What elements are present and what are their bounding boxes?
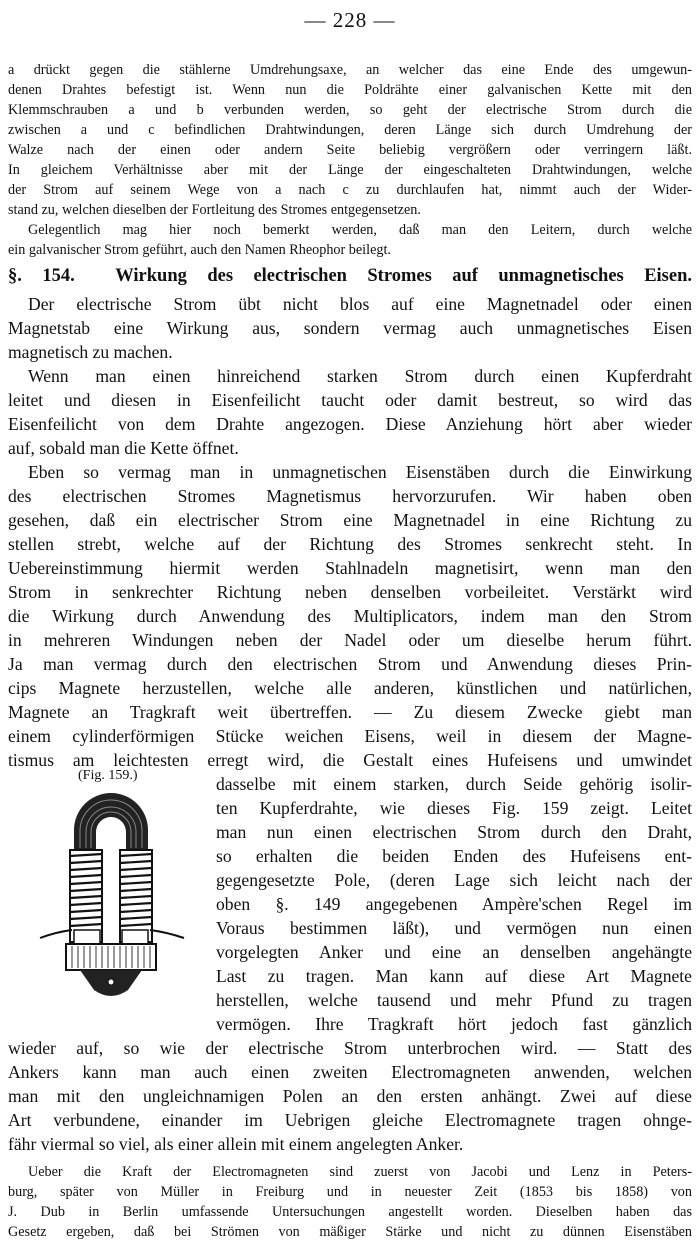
text-line: Gesetz ergeben, daß bei Strömen von mäßiger Stärke und nicht zu dünnen Eisenstäben [8,1224,692,1240]
text-line: Eisenfeilicht von dem Drahte angezogen. Diese Anziehung hört aber wieder [8,414,692,434]
text-line: man mit den ungleichnamigen Polen an den ersten anhängt. Zwei auf diese [8,1086,692,1106]
text-line: J. Dub in Berlin umfassende Untersuchungen angestellt worden. Dieselben haben das [8,1204,692,1220]
text-line: leitet und diesen in Eisenfeilicht taucht oder damit bestreut, so wird das [8,390,692,410]
text-line: Wenn man einen hinreichend starken Strom durch einen Kupferdraht [28,366,692,386]
text-line: oben §. 149 angegebenen Ampère'schen Regel im [216,894,692,914]
text-line: der Strom auf seinem Wege von a nach c zu durchlaufen hat, nimmt auch der Wider- [8,182,692,198]
text-line: Magnete an Tragkraft weit übertreffen. — Zu diesem Zwecke giebt man [8,702,692,722]
text-line: Ankers kann man auch einen zweiten Electromagneten anwenden, welchen [8,1062,692,1082]
text-line: wieder auf, so wie der electrische Strom unterbrochen wird. — Statt des [8,1038,692,1058]
text-line: Strom in senkrechter Richtung neben denselben vorbeileitet. Verstärkt wird [8,582,692,602]
text-line: die Wirkung durch Anwendung des Multiplicators, indem man den Strom [8,606,692,626]
text-line: ten Kupferdrahte, wie dieses Fig. 159 zeigt. Leitet [216,798,692,818]
text-line: ein galvanischer Strom geführt, auch den Namen Rheophor beilegt. [8,242,391,258]
text-line: stand zu, welchen dieselben der Fortleitung des Stromes entgegensetzen. [8,202,421,218]
text-line: vermögen. Ihre Tragkraft hört jedoch fast gänzlich [216,1014,692,1034]
text-line: Eben so vermag man in unmagnetischen Eisenstäben durch die Einwirkung [28,462,692,482]
text-line: cips Magnete herzustellen, welche alle anderen, künstlichen und natürlichen, [8,678,692,698]
section-heading [8,266,692,287]
section-number: §. 154. [8,266,75,286]
text-line: tismus am leichtesten erregt wird, die Gestalt eines Hufeisens und umwindet [8,750,692,770]
text-line: in mehreren Windungen neben der Nadel oder um dieselbe herum führt. [8,630,692,650]
text-line: vorgelegten Anker und eine an denselben angehängte [216,942,692,962]
text-line: Uebereinstimmung hiermit werden Stahlnadeln magnetisirt, wenn man den [8,558,692,578]
text-line: magnetisch zu machen. [8,342,173,362]
text-line: Walze nach der einen oder andern Seite beliebig vergrößern oder verringern läßt. [8,142,692,158]
text-line: Magnetstab eine Wirkung aus, sondern vermag auch unmagnetisches Eisen [8,318,692,338]
text-line: zwischen a und c befindlichen Drahtwindungen, deren Länge sich durch Umdrehung der [8,122,692,138]
text-line: dasselbe mit einem starken, durch Seide gehörig isolir- [216,774,692,794]
text-line: Gelegentlich mag hier noch bemerkt werden, daß man den Leitern, durch welche [28,222,692,238]
section-title: Wirkung des electrischen Stromes auf unmagnetisches Eisen. [115,266,693,286]
text-line: Art verbundene, einander im Uebrigen gleiche Electromagnete tragen ohnge- [8,1110,692,1130]
text-line: Last zu tragen. Man kann auf diese Art Magnete [216,966,692,986]
text-line: man nun einen electrischen Strom durch den Draht, [216,822,692,842]
text-line: burg, später von Müller in Freiburg und in neuester Zeit (1853 bis 1858) von [8,1184,692,1200]
figure-caption: (Fig. 159.) [78,768,138,783]
text-line: fähr viermal so viel, als einer allein mit einem angelegten Anker. [8,1134,464,1154]
page-number: — 228 — [304,8,396,32]
text-line: einem cylinderförmigen Stücke weichen Eisens, weil in diesem der Magne- [8,726,692,746]
text-line: auf, sobald man die Kette öffnet. [8,438,239,458]
text-line: Der electrische Strom übt nicht blos auf eine Magnetnadel oder einen [28,294,692,314]
text-line: Klemmschrauben a und b verbunden werden, so geht der electrische Strom durch die [8,102,692,118]
text-line: Ueber die Kraft der Electromagneten sind zuerst von Jacobi und Lenz in Peters- [28,1164,692,1180]
text-line: so erhalten die beiden Enden des Hufeisens ent- [216,846,692,866]
text-line: Ja man vermag durch den electrischen Strom und Anwendung dieses Prin- [8,654,692,674]
horseshoe-electromagnet-illustration [36,790,186,1005]
text-line: gesehen, daß ein electrischer Strom eine Magnetnadel in eine Richtung zu [8,510,692,530]
text-line: gegengesetzte Pole, (deren Lage sich leicht nach der [216,870,692,890]
text-line: herstellen, welche tausend und mehr Pfund zu tragen [216,990,692,1010]
text-line: denen Drahtes befestigt ist. Wenn nun die Poldrähte einer galvanischen Kette mit den [8,82,692,98]
text-line: stellen strebt, welche auf der Richtung des Stromes senkrecht steht. In [8,534,692,554]
text-line: Voraus bestimmen läßt), und vermögen nun einen [216,918,692,938]
text-line: a drückt gegen die stählerne Umdrehungsaxe, an welcher das eine Ende des umgewun- [8,62,692,78]
text-line: In gleichem Verhältnisse aber mit der Länge der eingeschalteten Drahtwindungen, welche [8,162,692,178]
text-line: des electrischen Stromes Magnetismus hervorzurufen. Wir haben oben [8,486,692,506]
